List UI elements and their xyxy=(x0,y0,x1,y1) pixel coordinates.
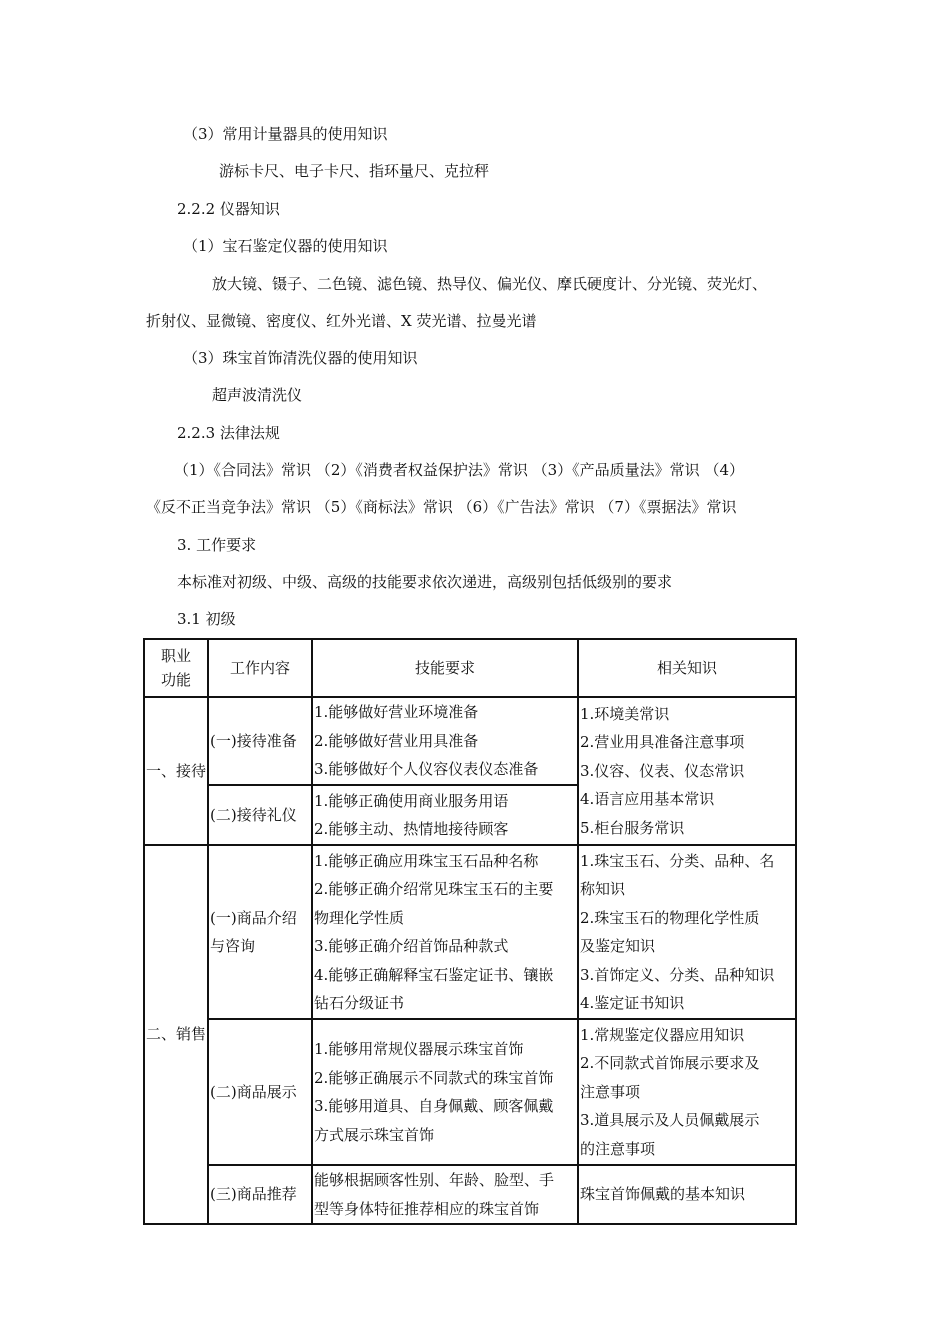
knowledge-cell: 珠宝首饰佩戴的基本知识 xyxy=(578,1165,796,1224)
header-skills: 技能要求 xyxy=(312,639,578,697)
paragraph: 本标准对初级、中级、高级的技能要求依次递进，高级别包括低级别的要求 xyxy=(177,573,673,591)
skills-table xyxy=(143,638,797,1225)
paragraph: （1）宝石鉴定仪器的使用知识 xyxy=(183,237,388,255)
content-cell: (一)商品介绍 与咨询 xyxy=(208,845,312,1019)
paragraph: 折射仪、显微镜、密度仪、红外光谱、X 荧光谱、拉曼光谱 xyxy=(146,312,537,330)
table-row xyxy=(144,845,796,1019)
function-cell: 一、接待 xyxy=(144,697,208,845)
header-function: 职业 功能 xyxy=(144,639,208,697)
section-heading: 2.2.3 法律法规 xyxy=(177,424,280,442)
paragraph: （1）《合同法》常识 （2）《消费者权益保护法》常识 （3）《产品质量法》常识 （4） xyxy=(174,461,744,479)
table-row xyxy=(144,697,796,785)
paragraph: （3）珠宝首饰清洗仪器的使用知识 xyxy=(183,349,418,367)
skills-cell: 1.能够正确应用珠宝玉石品种名称 2.能够正确介绍常见珠宝玉石的主要 物理化学性质 3.能够正确介绍首饰品种款式 4.能够正确解释宝石鉴定证书、镶嵌 钻石分级证书 xyxy=(312,845,578,1019)
paragraph: 超声波清洗仪 xyxy=(212,386,303,404)
skills-cell: 1.能够正确使用商业服务用语 2.能够主动、热情地接待顾客 xyxy=(312,785,578,845)
table-row xyxy=(144,1019,796,1165)
content-cell: (二)接待礼仪 xyxy=(208,785,312,845)
skills-cell: 能够根据顾客性别、年龄、脸型、手 型等身体特征推荐相应的珠宝首饰 xyxy=(312,1165,578,1224)
header-content: 工作内容 xyxy=(208,639,312,697)
paragraph: 游标卡尺、电子卡尺、指环量尺、克拉秤 xyxy=(219,162,490,180)
skills-cell: 1.能够做好营业环境准备 2.能够做好营业用具准备 3.能够做好个人仪容仪表仪态准备 xyxy=(312,697,578,785)
section-heading: 3. 工作要求 xyxy=(177,536,257,554)
content-cell: (一)接待准备 xyxy=(208,697,312,785)
knowledge-cell: 1.常规鉴定仪器应用知识 2.不同款式首饰展示要求及 注意事项 3.道具展示及人员佩戴展示 的注意事项 xyxy=(578,1019,796,1165)
function-cell: 二、销售 xyxy=(144,845,208,1224)
knowledge-cell: 1.珠宝玉石、分类、品种、名 称知识 2.珠宝玉石的物理化学性质 及鉴定知识 3.首饰定义、分类、品种知识 4.鉴定证书知识 xyxy=(578,845,796,1019)
header-knowledge: 相关知识 xyxy=(578,639,796,697)
paragraph: 放大镜、镊子、二色镜、滤色镜、热导仪、偏光仪、摩氏硬度计、分光镜、荧光灯、 xyxy=(212,275,768,293)
skills-cell: 1.能够用常规仪器展示珠宝首饰 2.能够正确展示不同款式的珠宝首饰 3.能够用道具、自身佩戴、顾客佩戴 方式展示珠宝首饰 xyxy=(312,1019,578,1165)
section-heading: 3.1 初级 xyxy=(177,610,236,628)
table-row xyxy=(144,1165,796,1224)
content-cell: (二)商品展示 xyxy=(208,1019,312,1165)
content-cell: (三)商品推荐 xyxy=(208,1165,312,1224)
section-heading: 2.2.2 仪器知识 xyxy=(177,200,280,218)
paragraph: 《反不正当竞争法》常识 （5）《商标法》常识 （6）《广告法》常识 （7）《票据法》常识 xyxy=(146,498,737,516)
paragraph: （3）常用计量器具的使用知识 xyxy=(183,125,388,143)
table-header-row xyxy=(144,639,796,697)
knowledge-cell: 1.环境美常识 2.营业用具准备注意事项 3.仪容、仪表、仪态常识 4.语言应用基本常识 5.柜台服务常识 xyxy=(578,697,796,845)
